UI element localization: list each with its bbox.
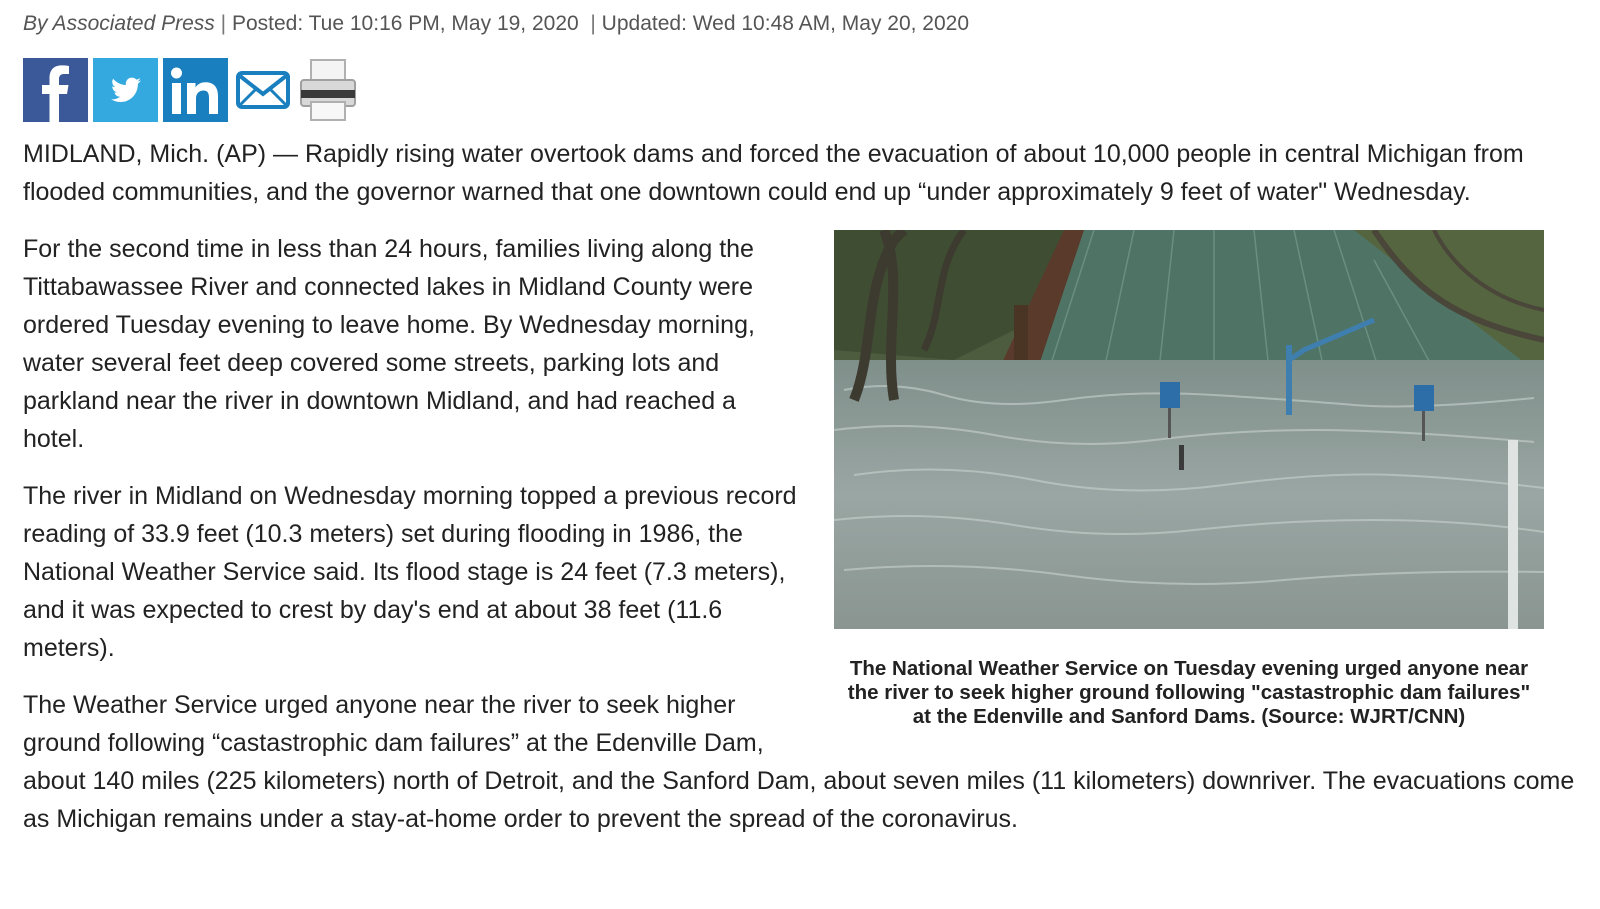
article-body [23, 135, 1583, 857]
facebook-share-button[interactable] [23, 58, 88, 122]
article-paragraph-2: For the second time in less than 24 hours, families living along the Tittabawassee River and connected lakes in Midland County were ordered Tuesday evening to leave home. By Wednesday morning, water several feet deep covered some streets, parking lots and parkland near the river in downtown Midland, and had reached a hotel. [23, 235, 755, 453]
byline-separator: | [220, 12, 227, 35]
byline [23, 12, 969, 36]
article-figure [829, 230, 1549, 729]
email-icon [235, 70, 291, 110]
byline-author: By Associated Press [23, 12, 215, 35]
print-button[interactable] [298, 58, 358, 122]
print-icon [298, 58, 358, 122]
share-bar [23, 58, 363, 122]
article-paragraph-4: The Weather Service urged anyone near the river to seek higher ground following “castastrophic dam failures” at the Edenville Dam, about 140 miles (225 kilometers) north of Detroit, and the Sanford Dam, about seven miles (11 kilometers) downriver. The evacuations come as Michigan remains under a stay-at-home order to prevent the spread of the coronavirus. [23, 691, 1575, 833]
linkedin-icon [163, 58, 228, 122]
updated-date: Updated: Wed 10:48 AM, May 20, 2020 [601, 12, 970, 35]
byline-separator-2: | [590, 12, 596, 35]
twitter-share-button[interactable] [93, 58, 158, 122]
facebook-icon [23, 58, 88, 122]
article-paragraph-3: The river in Midland on Wednesday morning topped a previous record reading of 33.9 feet (10.3 meters) set during flooding in 1986, the National Weather Service said. Its flood stage is 24 feet (7.3 meters), and it was expected to crest by day's end at about 38 feet (11.6 meters). [23, 482, 797, 662]
linkedin-share-button[interactable] [163, 58, 228, 122]
flood-photo [834, 230, 1544, 629]
twitter-icon [111, 77, 141, 103]
email-share-button[interactable] [233, 58, 293, 122]
lead-paragraph: MIDLAND, Mich. (AP) — Rapidly rising water overtook dams and forced the evacuation of about 10,000 people in central Michigan from flooded communities, and the governor warned that one downtown could end up “under approximately 9 feet of water" Wednesday. [23, 140, 1524, 206]
posted-date: Posted: Tue 10:16 PM, May 19, 2020 [231, 12, 579, 35]
photo-caption: The National Weather Service on Tuesday evening urged anyone near the river to seek higher ground following "castastrophic dam failures" at the Edenville and Sanford Dams. (Source: WJRT/CNN) [847, 657, 1531, 728]
